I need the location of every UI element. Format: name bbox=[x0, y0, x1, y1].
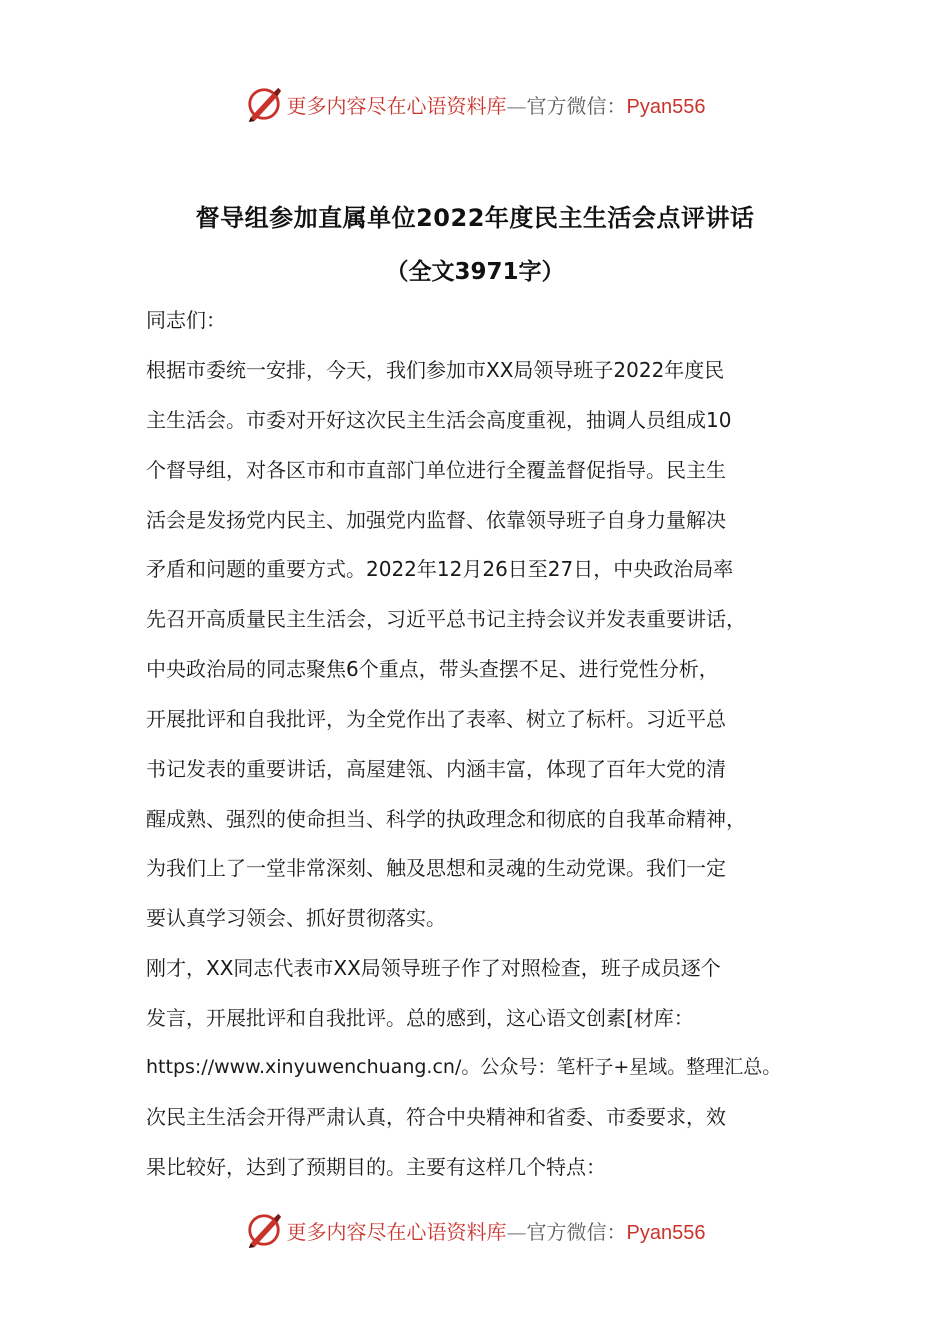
source-url-line: https://www.xinyuwenchuang.cn/。公众号：笔杆子+星域。整理汇总。 bbox=[146, 1056, 782, 1078]
body-line: 要认真学习领会、抓好贯彻落实。 bbox=[146, 906, 446, 930]
banner-text: 更多内容尽在心语资料库—官方微信：Pyan556 bbox=[286, 1219, 706, 1244]
body-line: 中央政治局的同志聚焦6个重点，带头查摆不足、进行党性分析， bbox=[146, 657, 719, 681]
body-line: 次民主生活会开得严肃认真，符合中央精神和省委、市委要求，效 bbox=[146, 1105, 726, 1129]
body-line: 个督导组，对各区市和市直部门单位进行全覆盖督促指导。民主生 bbox=[146, 458, 726, 482]
body-line: 醒成熟、强烈的使命担当、科学的执政理念和彻底的自我革命精神， bbox=[146, 807, 746, 831]
body-line: 活会是发扬党内民主、加强党内监督、依靠领导班子自身力量解决 bbox=[146, 508, 726, 532]
body-line: 根据市委统一安排，今天，我们参加市XX局领导班子2022年度民 bbox=[146, 358, 725, 382]
body-line: 先召开高质量民主生活会，习近平总书记主持会议并发表重要讲话， bbox=[146, 607, 746, 631]
body-line: 发言，开展批评和自我批评。总的感到，这心语文创素[材库： bbox=[146, 1006, 694, 1030]
body-line: 同志们： bbox=[146, 308, 226, 332]
body-line: 书记发表的重要讲话，高屋建瓴、内涵丰富，体现了百年大党的清 bbox=[146, 757, 726, 781]
body-line: 果比较好，达到了预期目的。主要有这样几个特点： bbox=[146, 1155, 606, 1179]
document-subtitle: （全文3971字） bbox=[385, 259, 565, 285]
body-line: 为我们上了一堂非常深刻、触及思想和灵魂的生动党课。我们一定 bbox=[146, 856, 726, 880]
pen-logo-icon bbox=[245, 85, 283, 123]
body-line: 主生活会。市委对开好这次民主生活会高度重视，抽调人员组成10 bbox=[146, 408, 732, 432]
footer-banner bbox=[0, 1210, 950, 1250]
body-line: 矛盾和问题的重要方式。2022年12月26日至27日，中央政治局率 bbox=[146, 557, 734, 581]
body-line: 开展批评和自我批评，为全党作出了表率、树立了标杆。习近平总 bbox=[146, 707, 726, 731]
header-banner bbox=[0, 84, 950, 124]
pen-logo-icon bbox=[245, 1211, 283, 1249]
banner-text: 更多内容尽在心语资料库—官方微信：Pyan556 bbox=[286, 93, 706, 118]
document-title: 督导组参加直属单位2022年度民主生活会点评讲话 bbox=[195, 204, 755, 232]
body-line: 刚才，XX同志代表市XX局领导班子作了对照检查，班子成员逐个 bbox=[146, 956, 721, 980]
